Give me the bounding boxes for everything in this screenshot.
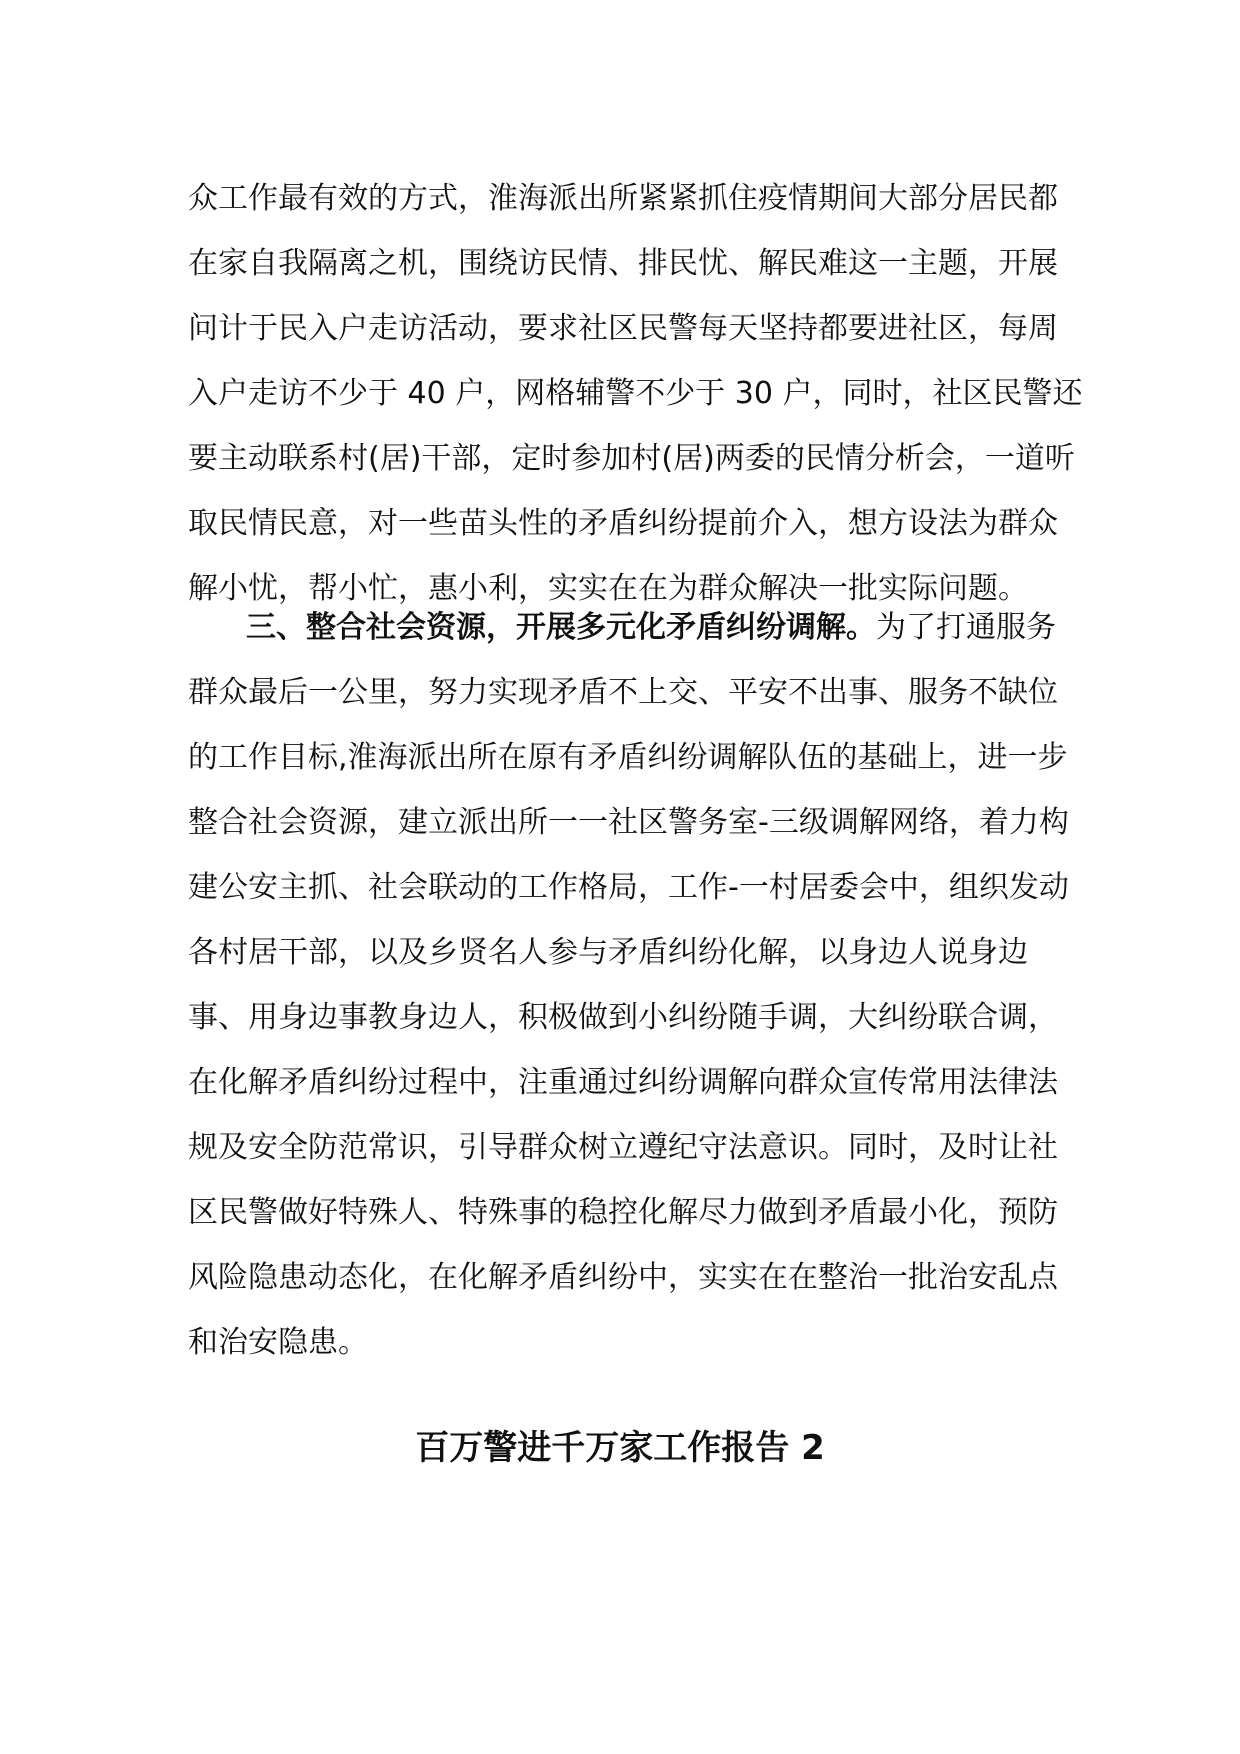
section-lead-heading: 三、整合社会资源，开展多元化矛盾纠纷调解。 [246,610,876,645]
paragraph-2-line: 区民警做好特殊人、特殊事的稳控化解尽力做到矛盾最小化，预防 [188,1195,1058,1230]
paragraph-2 [188,595,1068,1375]
paragraph-2-line: 风险隐患动态化，在化解矛盾纠纷中，实实在在整治一批治安乱点 [188,1260,1058,1295]
paragraph-2-line: 和治安隐患。 [188,1325,368,1360]
paragraph-1-line: 取民情民意，对一些苗头性的矛盾纠纷提前介入，想方设法为群众 [188,506,1058,541]
paragraph-1-line: 在家自我隔离之机，围绕访民情、排民忧、解民难这一主题，开展 [188,246,1058,281]
paragraph-2-line: 的工作目标,淮海派出所在原有矛盾纠纷调解队伍的基础上，进一步 [188,740,1068,775]
paragraph-1 [188,166,1083,621]
paragraph-2-line: 规及安全防范常识，引导群众树立遵纪守法意识。同时，及时让社 [188,1130,1058,1165]
paragraph-2-line: 整合社会资源，建立派出所一一社区警务室-三级调解网络，着力构 [188,805,1069,840]
paragraph-1-line: 解小忧，帮小忙，惠小利，实实在在为群众解决一批实际问题。 [188,571,1028,606]
paragraph-1-line: 入户走访不少于 40 户，网格辅警不少于 30 户，同时，社区民警还 [188,376,1083,411]
paragraph-2-line: 事、用身边事教身边人，积极做到小纠纷随手调，大纠纷联合调， [188,1000,1058,1035]
paragraph-2-line: 群众最后一公里，努力实现矛盾不上交、平安不出事、服务不缺位 [188,675,1058,710]
paragraph-2-line: 在化解矛盾纠纷过程中，注重通过纠纷调解向群众宣传常用法律法 [188,1065,1058,1100]
paragraph-2-line: 建公安主抓、社会联动的工作格局，工作-一村居委会中，组织发动 [188,870,1069,905]
paragraph-2-line: 各村居干部，以及乡贤名人参与矛盾纠纷化解，以身边人说身边 [188,935,1028,970]
report-heading: 百万警进千万家工作报告 2 [415,1428,825,1468]
paragraph-1-line: 众工作最有效的方式，淮海派出所紧紧抓住疫情期间大部分居民都 [188,181,1058,216]
paragraph-2-first-line [188,595,1068,660]
paragraph-1-line: 问计于民入户走访活动，要求社区民警每天坚持都要进社区，每周 [188,311,1058,346]
section-lead-text: 为了打通服务 [876,610,1056,645]
paragraph-1-line: 要主动联系村(居)干部，定时参加村(居)两委的民情分析会，一道听 [188,441,1075,476]
